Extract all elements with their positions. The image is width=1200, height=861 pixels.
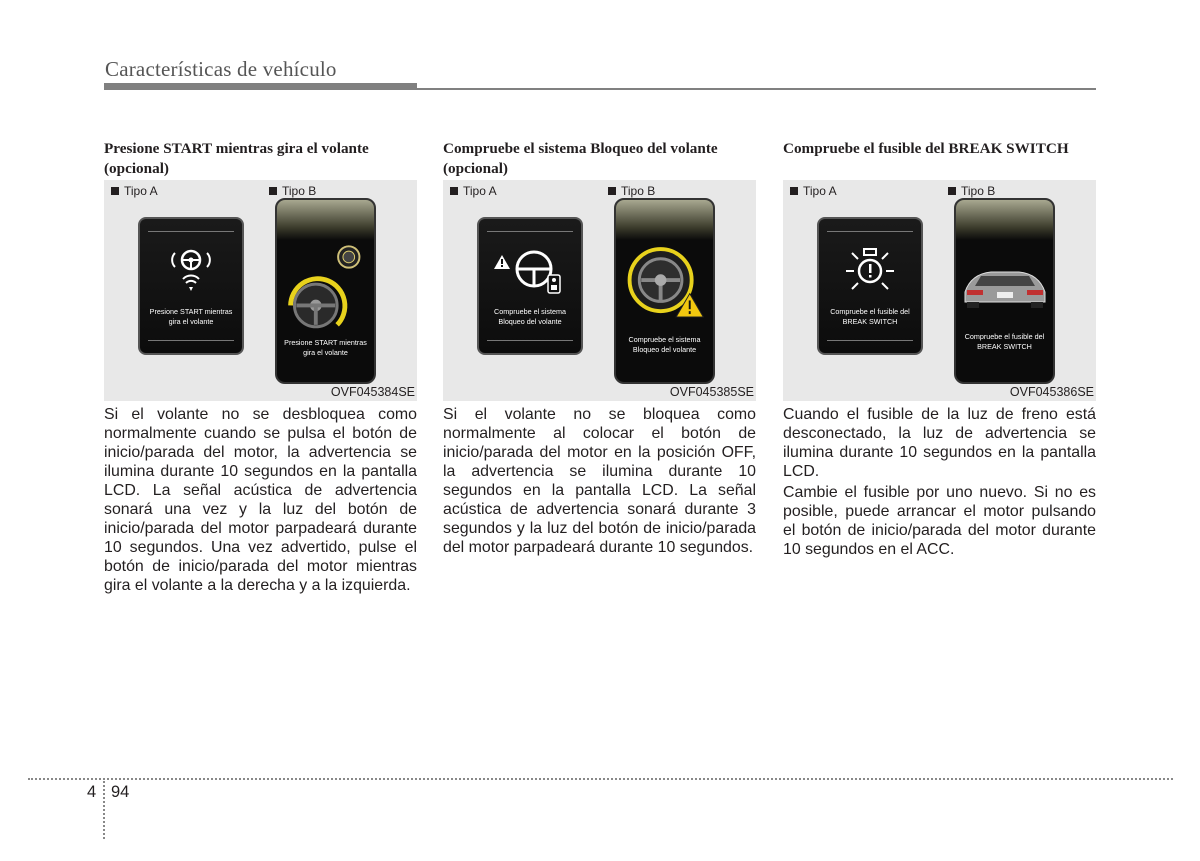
section-brake-switch	[783, 139, 1096, 559]
section-body	[783, 405, 1096, 559]
paragraph: Cambie el fusible por uno nuevo. Si no es posible, puede arrancar el motor pulsando el botón de inicio/parada del motor durante 10 segundos en el ACC.	[783, 484, 1096, 558]
type-a-label: Tipo A	[790, 184, 837, 198]
paragraph: Si el volante no se bloquea como normalmente al colocar el botón de inicio/parada del motor en la posición OFF, la advertencia se ilumina durante 10 segundos en la pantalla LCD. La señal acústica de advertencia sonará durante 3 segundos y la luz del botón de inicio/parada del motor parpadeará durante 10 segundos.	[443, 406, 756, 556]
start-button-icon	[277, 240, 374, 336]
paragraph: Si el volante no se desbloquea como normalmente cuando se pulsa el botón de inicio/parada del motor, la advertencia se ilumina durante 10 segundos en la pantalla LCD. La señal acústica de advertencia sonará una vez y la luz del botón de inicio/parada del motor parpadeará durante 10 segundos. Una vez advertido, pulse el botón de inicio/parada del motor mientras gira el volante a la derecha y a la izquierda.	[104, 406, 417, 594]
steering-wheel-icon	[479, 247, 581, 297]
warning-triangle-icon	[616, 238, 713, 328]
lcd-screen-type-b	[275, 198, 376, 384]
figure-panel	[104, 180, 417, 401]
footer-divider	[28, 778, 1173, 780]
section-body	[104, 405, 417, 595]
lcd-message: Compruebe el fusible del BREAK SWITCH	[830, 307, 910, 326]
type-b-label: Tipo B	[608, 184, 655, 198]
figure-code: OVF045385SE	[669, 385, 754, 399]
section-body	[443, 405, 756, 557]
chapter-number: 4	[87, 783, 97, 801]
paragraph: Cuando el fusible de la luz de freno está desconectado, la luz de advertencia se ilumina durante 10 segundos en la pantalla LCD.	[783, 406, 1096, 480]
section-heading: Compruebe el sistema Bloqueo del volante (opcional)	[443, 140, 718, 177]
lcd-screen-type-a	[477, 217, 583, 355]
lcd-screen-type-b	[954, 198, 1055, 384]
car-rear-icon	[956, 264, 1053, 310]
figure-panel	[783, 180, 1096, 401]
lcd-message: Compruebe el sistema Bloqueo del volante	[628, 335, 701, 354]
type-b-label: Tipo B	[948, 184, 995, 198]
section-steering-lock	[443, 139, 756, 557]
page-number: 94	[111, 783, 130, 801]
brake-switch-icon	[819, 247, 921, 293]
steering-lock-icon	[140, 247, 242, 295]
lcd-screen-type-b	[614, 198, 715, 384]
figure-code: OVF045386SE	[1009, 385, 1094, 399]
figure-code: OVF045384SE	[330, 385, 415, 399]
section-heading: Compruebe el fusible del BREAK SWITCH	[783, 140, 1069, 157]
lcd-message: Presione START mientras gira el volante	[284, 338, 367, 357]
footer-vertical-divider	[103, 781, 105, 839]
lcd-message: Compruebe el fusible del BREAK SWITCH	[964, 332, 1045, 351]
type-b-label: Tipo B	[269, 184, 316, 198]
section-heading: Presione START mientras gira el volante (opcional)	[104, 140, 369, 177]
header-rule-thick	[104, 83, 417, 90]
type-a-label: Tipo A	[111, 184, 158, 198]
lcd-message: Compruebe el sistema Bloqueo del volante	[494, 307, 566, 326]
figure-panel	[443, 180, 756, 401]
page-header-title: Características de vehículo	[105, 57, 337, 81]
lcd-message: Presione START mientras gira el volante	[149, 307, 233, 326]
type-a-label: Tipo A	[450, 184, 497, 198]
lcd-screen-type-a	[138, 217, 244, 355]
lcd-screen-type-a	[817, 217, 923, 355]
header-rule-thin	[417, 88, 1096, 90]
section-start-steering	[104, 139, 417, 595]
